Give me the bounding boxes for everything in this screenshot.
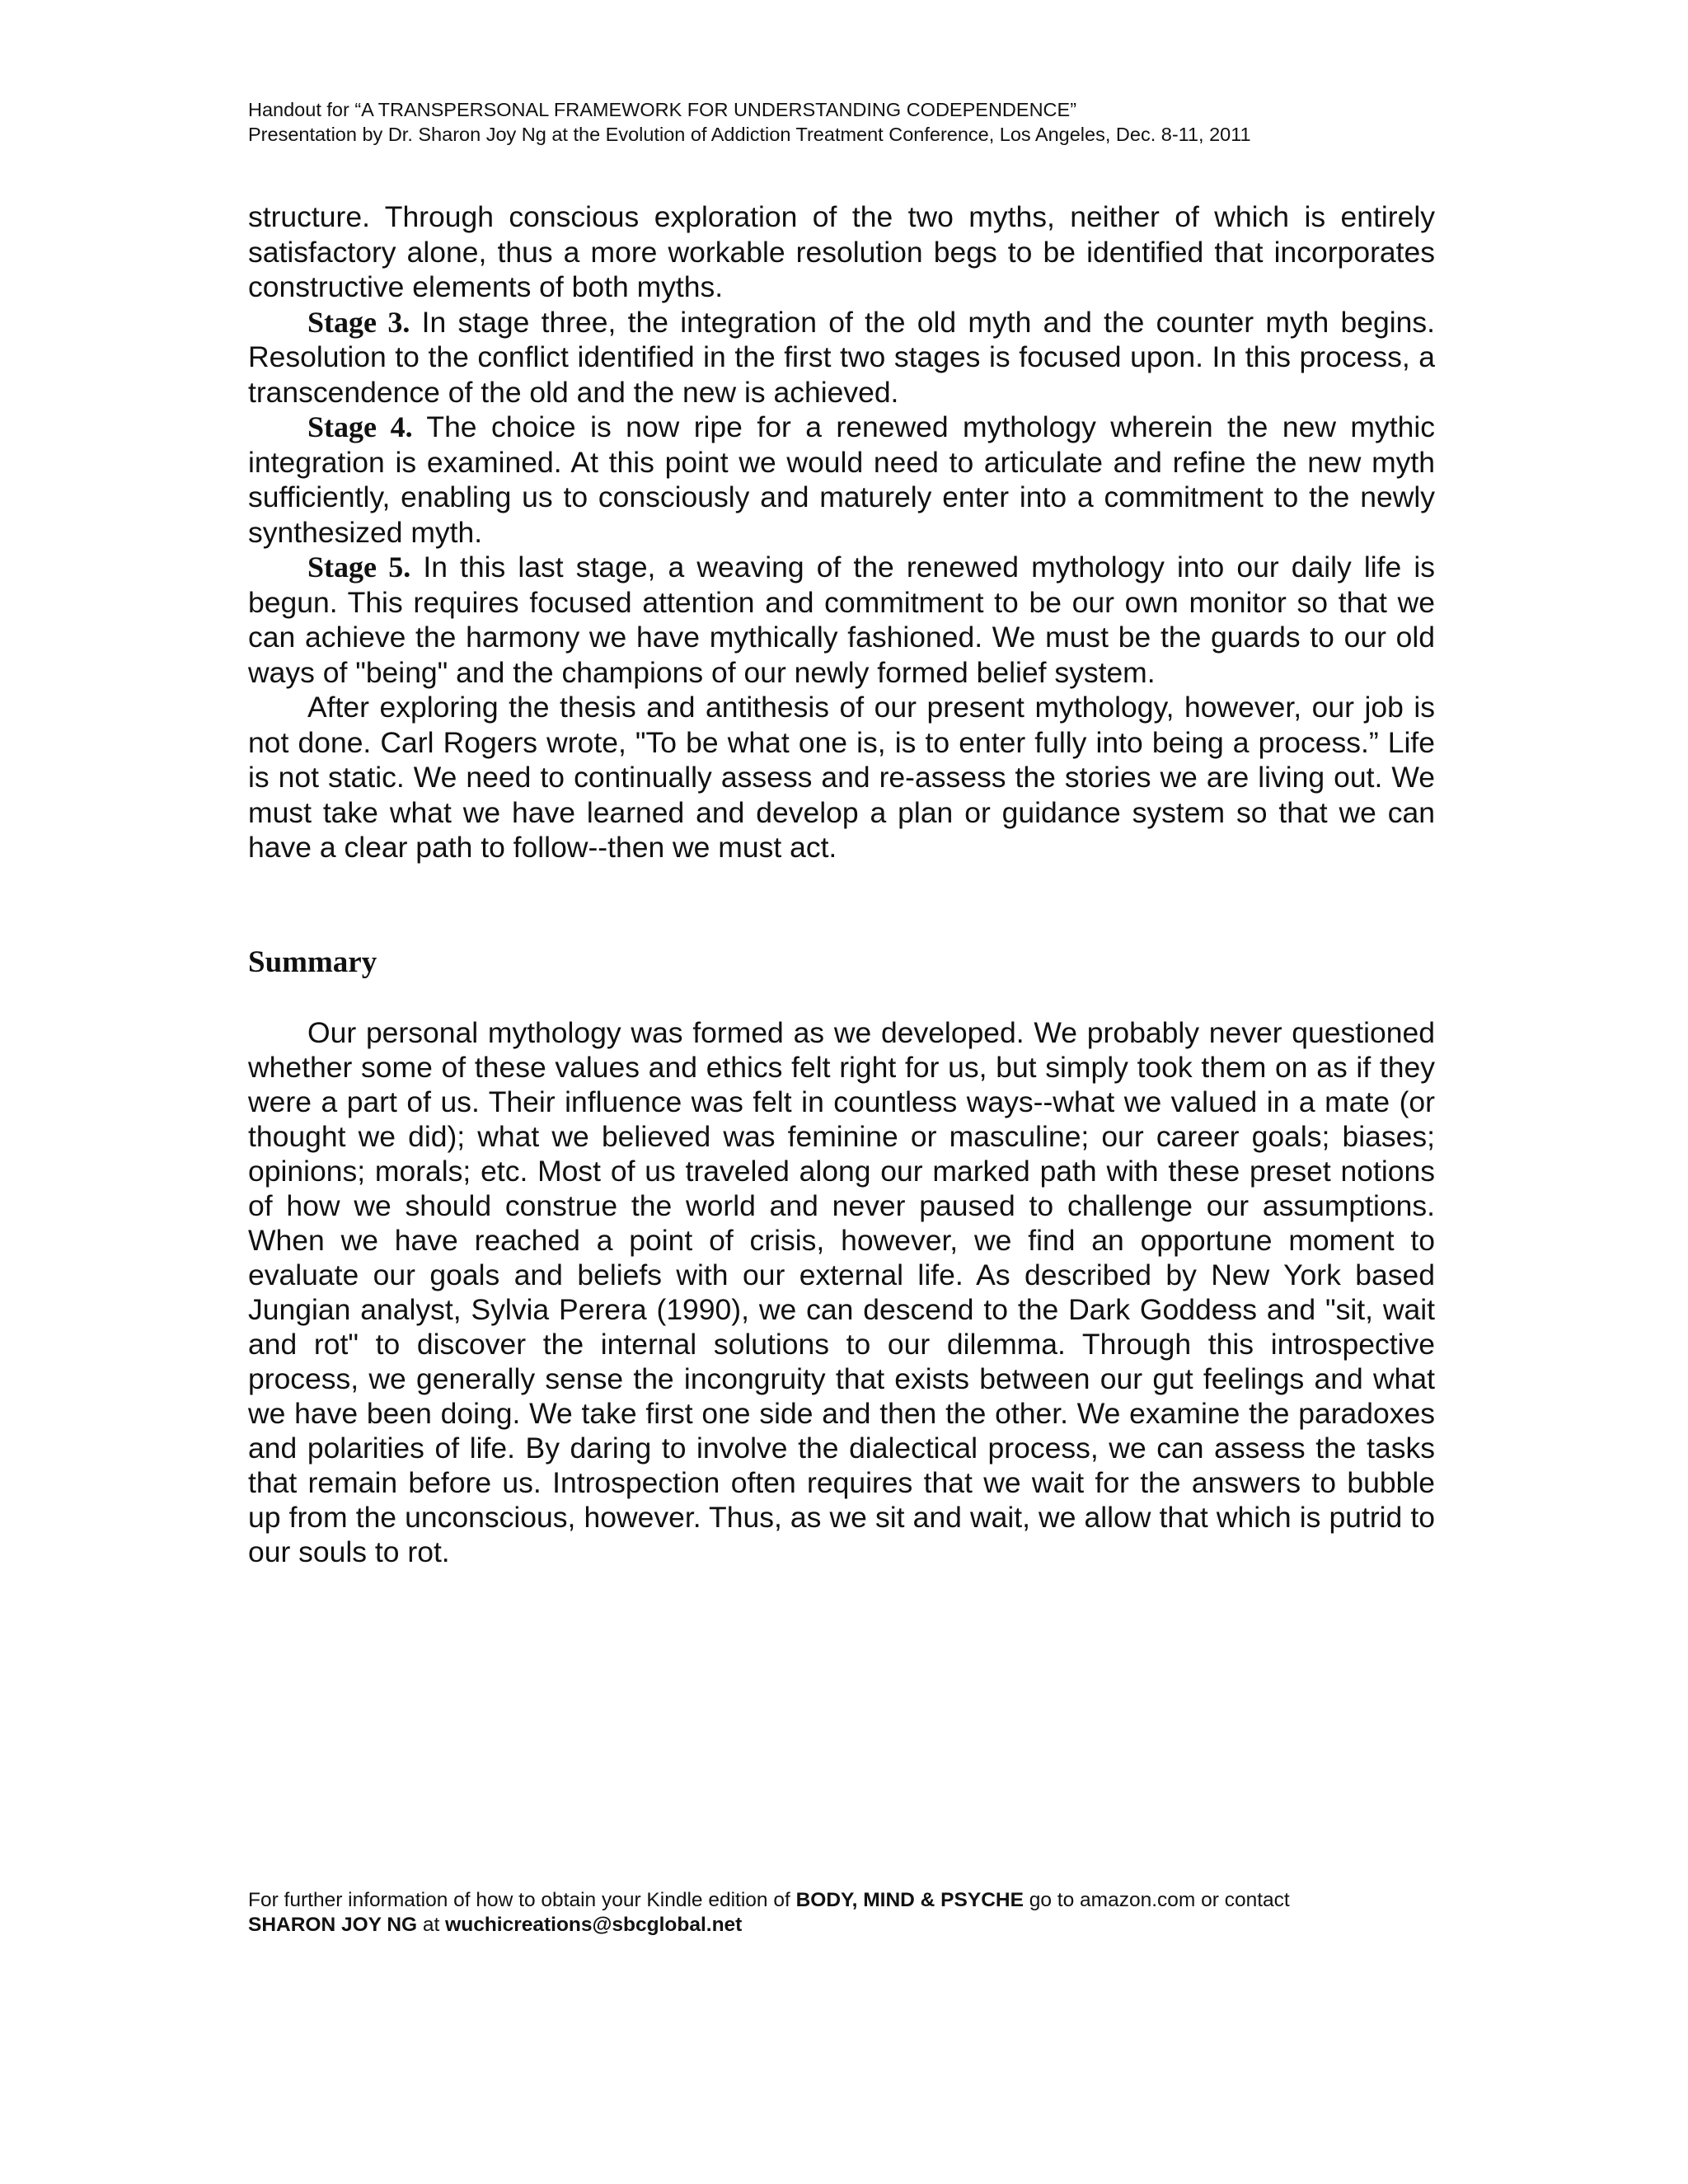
page-header xyxy=(248,97,1451,147)
footer-prefix: For further information of how to obtain your Kindle edition of xyxy=(248,1889,796,1911)
footer-line-1 xyxy=(248,1888,1451,1913)
stage-5-label: Stage 5. xyxy=(307,551,411,583)
summary-section xyxy=(248,1015,1435,1569)
stage-4-label: Stage 4. xyxy=(307,410,413,443)
header-title-line: Handout for “A TRANSPERSONAL FRAMEWORK FOR UNDERSTANDING CODEPENDENCE” xyxy=(248,99,1077,120)
stage-3-text: In stage three, the integration of the old myth and the counter myth begins. Resolution to the conflict identified in the first two stages is focused upon. In this process, a transcendence of the old and the new is achieved. xyxy=(248,305,1435,409)
footer-at: at xyxy=(417,1914,446,1936)
closing-paragraph: After exploring the thesis and antithesis of our present mythology, however, our job is not done. Carl Rogers wrote, "To be what one is, is to enter fully into being a process.” Life is not static. We need to continually assess and re-assess the stories we are living out. We must take what we have learned and develop a plan or guidance system so that we can have a clear path to follow--then we must act. xyxy=(248,691,1435,864)
header-presentation-line: Presentation by Dr. Sharon Joy Ng at the Evolution of Addiction Treatment Conference, Los Angeles, Dec. 8-11, 2011 xyxy=(248,124,1251,145)
main-body xyxy=(248,199,1435,865)
author-name: SHARON JOY NG xyxy=(248,1914,418,1936)
footer-line-2 xyxy=(248,1913,1451,1938)
contact-email: wuchicreations@sbcglobal.net xyxy=(445,1914,743,1936)
stage-3-label: Stage 3. xyxy=(307,305,410,339)
stage-4-paragraph xyxy=(248,410,1435,550)
summary-heading: Summary xyxy=(248,945,377,979)
page-footer xyxy=(248,1888,1451,1938)
stage-3-paragraph xyxy=(248,305,1435,410)
book-title: BODY, MIND & PSYCHE xyxy=(795,1889,1024,1911)
footer-middle: go to amazon.com or contact xyxy=(1023,1889,1290,1911)
stage-4-text: The choice is now ripe for a renewed mythology wherein the new mythic integration is examined. At this point we would need to articulate and refine the new myth sufficiently, enabling us to consciously and maturely enter into a commitment to the newly synthesized myth. xyxy=(248,410,1435,549)
stage-5-text: In this last stage, a weaving of the renewed mythology into our daily life is begun. This requires focused attention and commitment to be our own monitor so that we can achieve the harmony we have mythically fashioned. We must be the guards to our old ways of "being" and the champions of our newly formed belief system. xyxy=(248,551,1435,689)
stage-5-paragraph xyxy=(248,550,1435,690)
summary-paragraph: Our personal mythology was formed as we developed. We probably never questioned whether some of these values and ethics felt right for us, but simply took them on as if they were a part of us. Their influence was felt in countless ways--what we valued in a mate (or thought we did); what we believed was feminine or masculine; our career goals; biases; opinions; morals; etc. Most of us traveled along our marked path with these preset notions of how we should construe the world and never paused to challenge our assumptions. When we have reached a point of crisis, however, we find an opportune moment to evaluate our goals and beliefs with our external life. As described by New York based Jungian analyst, Sylvia Perera (1990), we can descend to the Dark Goddess and "sit, wait and rot" to discover the internal solutions to our dilemma. Through this introspective process, we generally sense the incongruity that exists between our gut feelings and what we have been doing. We take first one side and then the other. We examine the paradoxes and polarities of life. By daring to involve the dialectical process, we can assess the tasks that remain before us. Introspection often requires that we wait for the answers to bubble up from the unconscious, however. Thus, as we sit and wait, we allow that which is putrid to our souls to rot. xyxy=(248,1016,1435,1568)
continuation-paragraph: structure. Through conscious exploration of the two myths, neither of which is entirely satisfactory alone, thus a more workable resolution begs to be identified that incorporates constructive elements of both myths. xyxy=(248,200,1435,303)
